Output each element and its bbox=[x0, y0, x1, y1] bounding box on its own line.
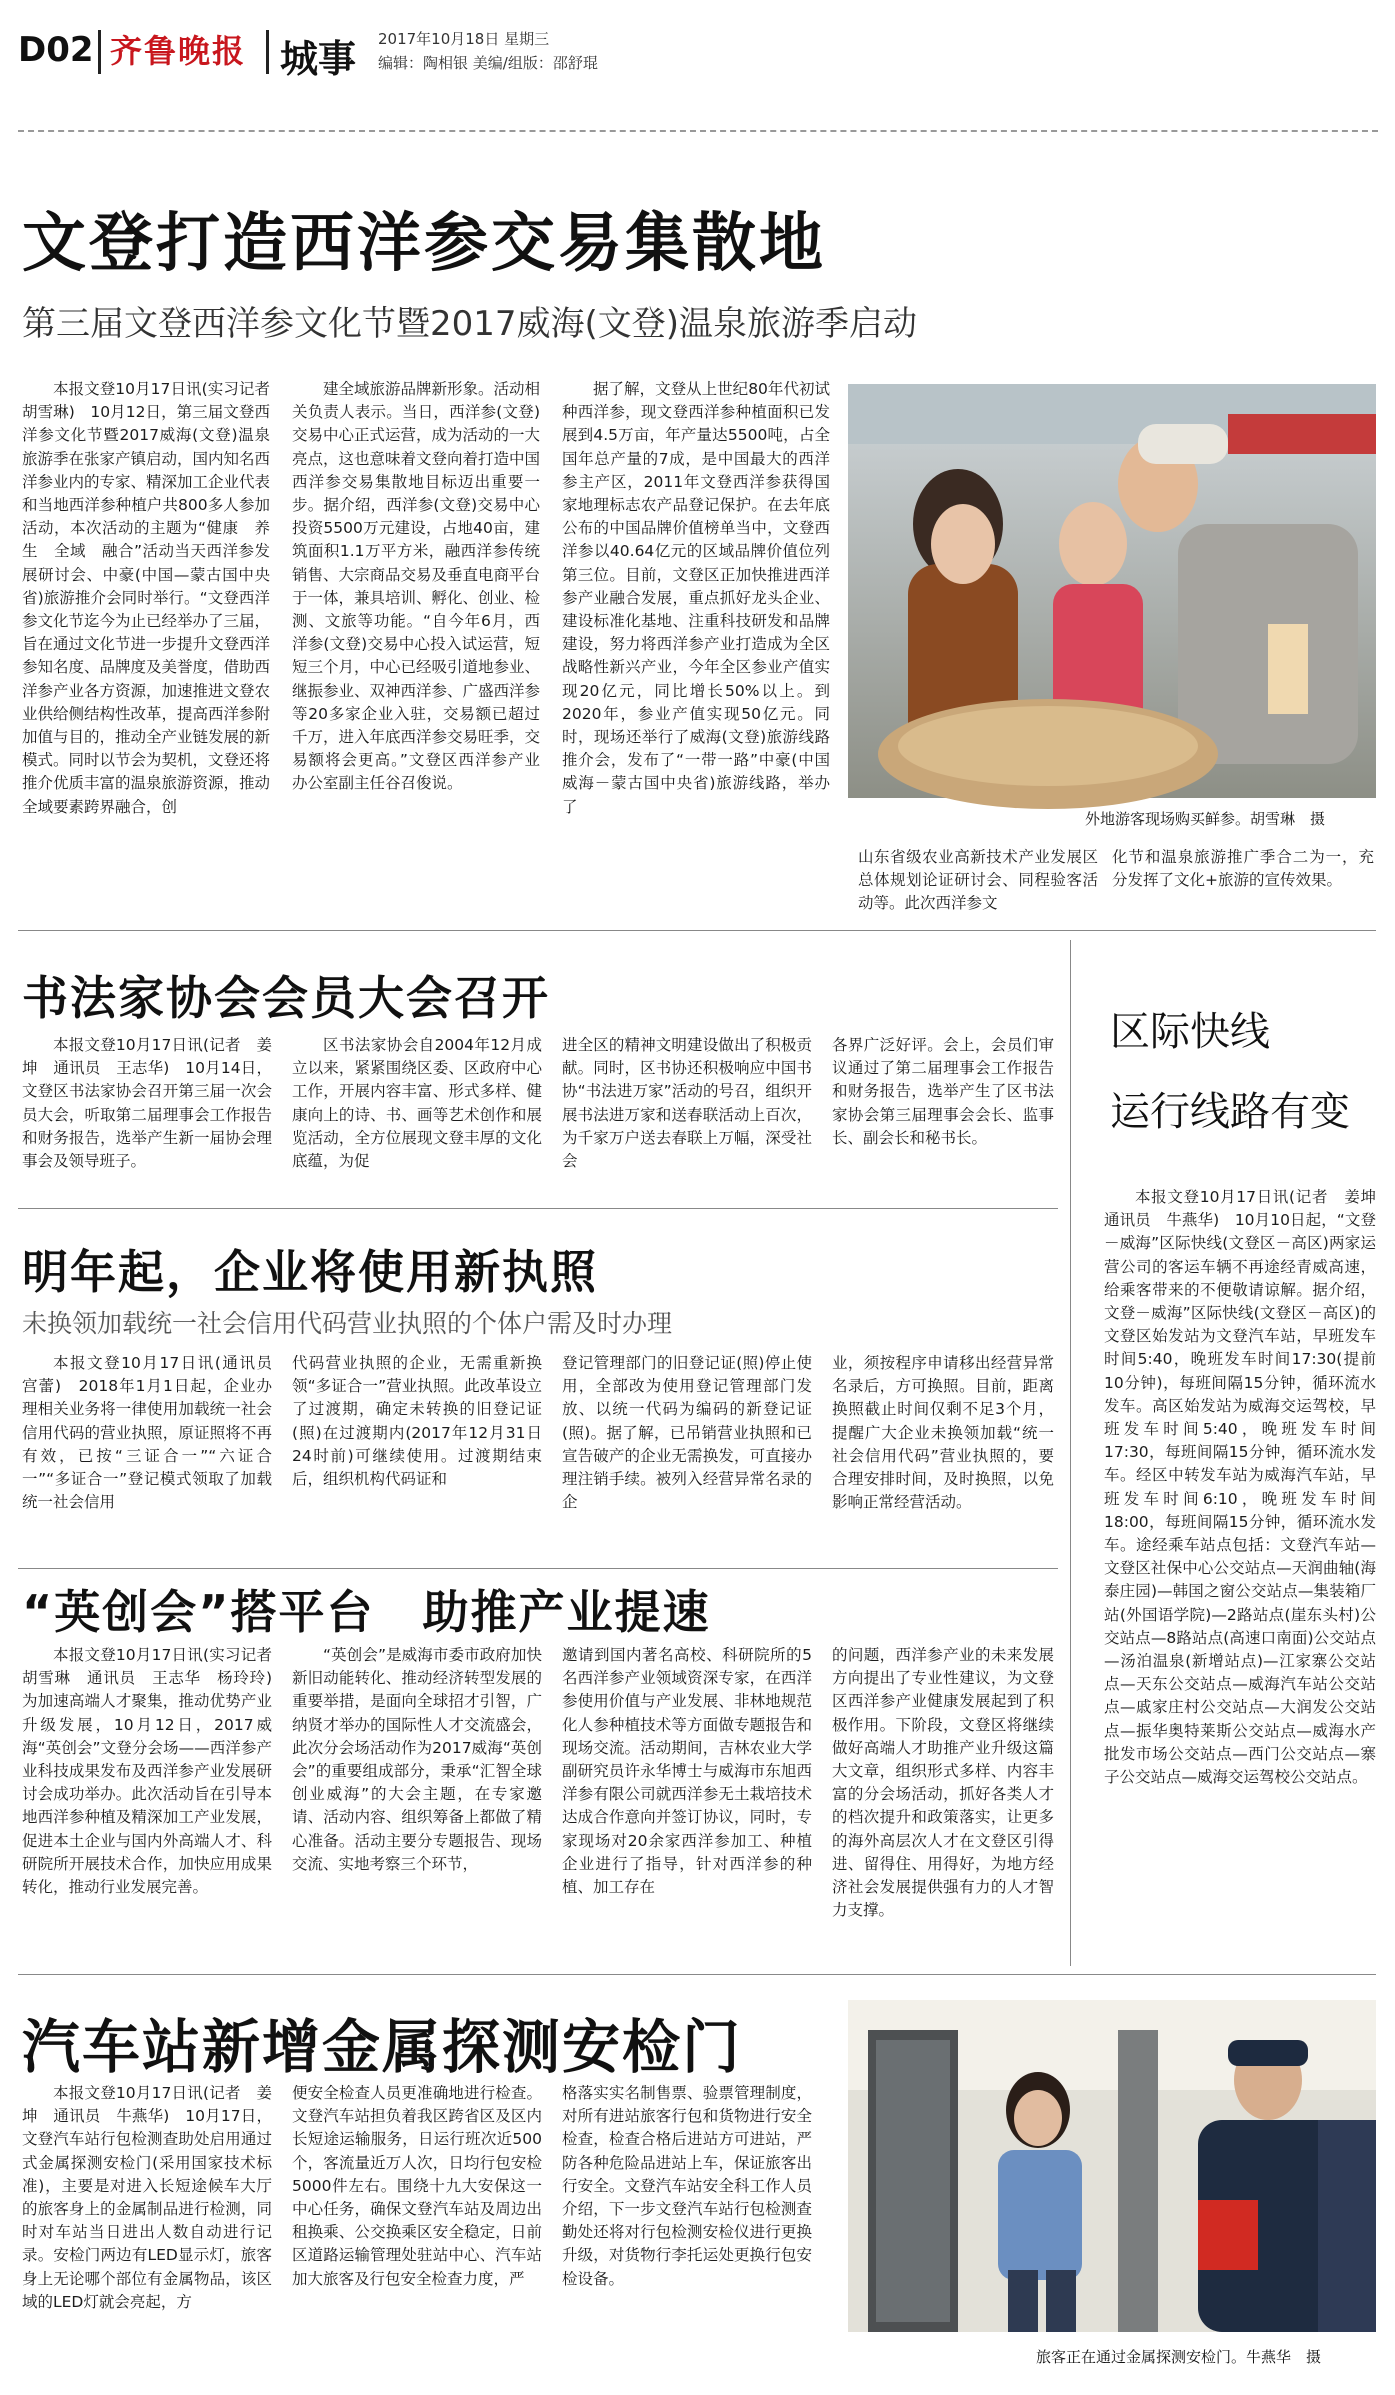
photo-ginseng-buying bbox=[848, 384, 1376, 798]
article-paragraph: 本报文登10月17日讯(记者 姜坤 通讯员 牛燕华) 10月17日，文登汽车站行包检测查助处启用通过式金属探测安检门(采用国家技术标准)，主要是对进入长短途候车大厅的旅客身上的金属制品进行检测，同时对车站当日进出人数自动进行记录。安检门两边有LED显示灯，旅客身上无论哪个部位有金属物品，该区域的LED灯就会亮起，方 bbox=[22, 2084, 272, 2311]
article-ginseng-column-4 bbox=[858, 846, 1098, 918]
article-detector-column-3 bbox=[562, 2082, 812, 2382]
article-calligraphy-column-4 bbox=[832, 1034, 1054, 1194]
article-detector-column-2 bbox=[292, 2082, 542, 2382]
article-paragraph: 便安全检查人员更准确地进行检查。文登汽车站担负着我区跨省区及区内长短途运输服务，日运行班次近500个，客流量近万人次，日均行包安检5000件左右。围绕十九大安保这一中心任务，确保文登汽车站及周边出租换乘、公交换乘区安全稳定，日前区道路运输管理处驻站中心、汽车站加大旅客及行包安全检查力度，严 bbox=[292, 2084, 542, 2288]
article-title-metal-detector: 汽车站新增金属探测安检门 bbox=[22, 2013, 743, 2081]
page-number: D02 bbox=[18, 30, 94, 70]
article-title-calligraphy: 书法家协会会员大会召开 bbox=[22, 971, 550, 1025]
article-paragraph: 本报文登10月17日讯(记者 姜坤 通讯员 王志华) 10月14日，文登区书法家协会召开第三届一次会员大会，听取第二届理事会工作报告和财务报告，选举产生新一届协会理事会及领导班子。 bbox=[22, 1036, 272, 1171]
article-talent-column-1 bbox=[22, 1644, 288, 1954]
article-license-column-2 bbox=[292, 1352, 542, 1562]
article-paragraph: 格落实实名制售票、验票管理制度，对所有进站旅客行包和货物进行安全检查，检查合格后进站方可进站，严防各种危险品进站上车，保证旅客出行安全。文登汽车站安全科工作人员介绍，下一步文登汽车站行包检测查勤处还将对行包检测安检仪进行更换升级，对货物行李托运处更换行包安检设备。 bbox=[562, 2084, 812, 2288]
article-paragraph: 代码营业执照的企业，无需重新换领“多证合一”营业执照。此改革设立了过渡期，确定未转换的旧登记证(照)在过渡期内(2017年12月31日24时前)可继续使用。过渡期结束后，组织机构代码证和 bbox=[292, 1354, 542, 1489]
article-calligraphy-column-1 bbox=[22, 1034, 272, 1194]
article-paragraph: 各界广泛好评。会上，会员们审议通过了第二届理事会工作报告和财务报告，选举产生了区书法家协会第三届理事会会长、监事长、副会长和秘书长。 bbox=[832, 1036, 1054, 1147]
section-divider bbox=[18, 1568, 1058, 1569]
article-ginseng-column-2 bbox=[292, 378, 540, 918]
header-divider bbox=[98, 30, 101, 74]
article-subtitle-ginseng: 第三届文登西洋参文化节暨2017威海(文登)温泉旅游季启动 bbox=[22, 304, 918, 344]
article-ginseng-column-5 bbox=[1112, 846, 1374, 918]
article-paragraph: 登记管理部门的旧登记证(照)停止使用，全部改为使用登记管理部门发放、以统一代码为编码的新登记证(照)。据了解，已吊销营业执照和已宣告破产的企业无需换发，可直接办理注销手续。被列入经营异常名录的企 bbox=[562, 1354, 812, 1512]
issue-date: 2017年10月18日 星期三 bbox=[378, 30, 550, 48]
article-paragraph: 的问题，西洋参产业的未来发展方向提出了专业性建议，为文登区西洋参产业健康发展起到了积极作用。下阶段，文登区将继续做好高端人才助推产业升级这篇大文章，组织形式多样、内容丰富的分会场活动，抓好各类人才的档次提升和政策落实，让更多的海外高层次人才在文登区引得进、留得住、用得好，为地方经济社会发展提供强有力的人才智力支撑。 bbox=[832, 1646, 1054, 1920]
article-paragraph: 建全域旅游品牌新形象。活动相关负责人表示。当日，西洋参(文登)交易中心正式运营，成为活动的一大亮点，这也意味着文登向着打造中国西洋参交易集散地目标迈出重要一步。据介绍，西洋参(文登)交易中心投资5500万元建设，占地40亩，建筑面积1.1万平方米，融西洋参传统销售、大宗商品交易及垂直电商平台于一体，兼具培训、孵化、创业、检测、文旅等功能。“自今年6月，西洋参(文登)交易中心投入试运营，短短三个月，中心已经吸引道地参业、继振参业、双神西洋参、广盛西洋参等20多家企业入驻，交易额已超过千万，进入年底西洋参交易旺季，交易额将会更高。”文登区西洋参产业办公室副主任谷召俊说。 bbox=[292, 380, 541, 793]
article-paragraph: 邀请到国内著名高校、科研院所的5名西洋参产业领域资深专家，在西洋参使用价值与产业发展、非林地规范化人参种植技术等方面做专题报告和现场交流。活动期间，吉林农业大学副研究员许永华博士与威海市东旭西洋参有限公司就西洋参无土栽培技术达成合作意向并签订协议，同时，专家现场对20余家西洋参加工、种植企业进行了指导，针对西洋参的种植、加工存在 bbox=[562, 1646, 812, 1897]
article-subtitle-license: 未换领加载统一社会信用代码营业执照的个体户需及时办理 bbox=[22, 1309, 673, 1338]
article-license-column-3 bbox=[562, 1352, 812, 1562]
photo-security-gate bbox=[848, 2000, 1376, 2332]
article-talent-column-3 bbox=[562, 1644, 812, 1954]
article-talent-column-4 bbox=[832, 1644, 1054, 1954]
article-paragraph: 本报文登10月17日讯(实习记者 胡雪琳 通讯员 王志华 杨玲玲) 为加速高端人才聚集，推动优势产业升级发展，10月12日，2017威海“英创会”文登分会场——西洋参产业科技成果发布及西洋参产业发展研讨会成功举办。此次活动旨在引导本地西洋参种植及精深加工产业发展，促进本土企业与国内外高端人才、科研院所开展技术合作，加快应用成果转化，推动行业发展完善。 bbox=[22, 1646, 288, 1897]
article-ginseng-column-1 bbox=[22, 378, 286, 918]
article-paragraph: 山东省级农业高新技术产业发展区总体规划论证研讨会、同程验客活动等。此次西洋参文 bbox=[858, 848, 1098, 913]
article-title-license: 明年起，企业将使用新执照 bbox=[22, 1245, 598, 1299]
article-paragraph: 化节和温泉旅游推广季合二为一，充分发挥了文化+旅游的宣传效果。 bbox=[1112, 848, 1374, 890]
header-divider bbox=[266, 30, 269, 74]
sidebar-title-line-1: 区际快线 bbox=[1110, 1009, 1270, 1055]
photo-caption-security-gate: 旅客正在通过金属探测安检门。牛燕华 摄 bbox=[1036, 2348, 1322, 2366]
sidebar-divider bbox=[1070, 940, 1072, 1966]
article-detector-column-1 bbox=[22, 2082, 272, 2382]
article-paragraph: “英创会”是威海市委市政府加快新旧动能转化、推动经济转型发展的重要举措，是面向全球招才引智，广纳贤才举办的国际性人才交流盛会，此次分会场活动作为2017威海“英创会”的重要组成部分，秉承“汇智全球创业威海”的大会主题，在专家邀请、活动内容、组织筹备上都做了精心准备。活动主要分专题报告、现场交流、实地考察三个环节， bbox=[292, 1646, 542, 1873]
newspaper-name: 齐鲁晚报 bbox=[110, 32, 247, 70]
article-license-column-4 bbox=[832, 1352, 1054, 1562]
article-paragraph: 本报文登10月17日讯(实习记者 胡雪琳) 10月12日，第三届文登西洋参文化节暨2017威海(文登)温泉旅游季在张家产镇启动，国内知名西洋参业内的专家、精深加工企业代表和当地西洋参种植户共800多人参加活动，本次活动的主题为“健康 养生 全域 融合”活动当天西洋参发展研讨会、中豪(中国—蒙古国中央省)旅游推介会同时举行。“文登西洋参文化节迄今为止已经举办了三届，旨在通过文化节进一步提升文登西洋参知名度、品牌度及美誉度，借助西洋参产业各方资源，加速推进文登农业供给侧结构性改革，提高西洋参附加值与目的，推动全产业链发展的新模式。同时以节会为契机，文登还将推介优质丰富的温泉旅游资源，推动全域要素跨界融合，创 bbox=[22, 380, 286, 816]
article-paragraph: 业，须按程序申请移出经营异常名录后，方可换照。目前，距离换照截止时间仅剩不足3个月，提醒广大企业未换领加载“统一社会信用代码”营业执照的，要合理安排时间，及时换照，以免影响正常经营活动。 bbox=[832, 1354, 1054, 1512]
article-license-column-1 bbox=[22, 1352, 288, 1562]
editor-credit: 编辑：陶相银 美编/组版：邵舒琨 bbox=[378, 54, 598, 72]
photo-illustration bbox=[848, 2000, 1376, 2332]
section-divider bbox=[18, 1974, 1376, 1975]
photo-illustration bbox=[848, 384, 1376, 798]
article-talent-column-2 bbox=[292, 1644, 542, 1954]
article-calligraphy-column-2 bbox=[292, 1034, 542, 1194]
photo-caption-ginseng: 外地游客现场购买鲜参。胡雪琳 摄 bbox=[1085, 810, 1326, 828]
article-title-ginseng: 文登打造西洋参交易集散地 bbox=[22, 207, 826, 281]
article-paragraph: 区书法家协会自2004年12月成立以来，紧紧围绕区委、区政府中心工作，开展内容丰富、形式多样、健康向上的诗、书、画等艺术创作和展览活动，全方位展现文登丰厚的文化底蕴，为促 bbox=[292, 1036, 542, 1171]
page-header bbox=[18, 10, 1378, 81]
section-divider bbox=[18, 930, 1376, 931]
section-divider bbox=[18, 1208, 1058, 1209]
article-paragraph: 本报文登10月17日讯(记者 姜坤 通讯员 牛燕华) 10月10日起，“文登－威海”区际快线(文登区－高区)两家运营公司的客运车辆不再途经青威高速，给乘客带来的不便敬请谅解。据介绍，文登－威海”区际快线(文登区－高区)的文登区始发站为文登汽车站，早班发车时间5:40，晚班发车时间17:30(提前10分钟)，每班间隔15分钟，循环流水发车。高区始发站为威海交运驾校，早班发车时间5:40，晚班发车时间17:30，每班间隔15分钟，循环流水发车。经区中转发车站为威海汽车站，早班发车时间6:10，晚班发车时间18:00，每班间隔15分钟，循环流水发车。途经乘车站点包括：文登汽车站—文登区社保中心公交站点—天润曲轴(海泰庄园)—韩国之窗公交站点—集装箱厂站(外国语学院)—2路站点(崖东头村)公交站点—8路站点(高速口南面)公交站点—汤泊温泉(新增站点)—江家寨公交站点—天东公交站点—威海汽车站公交站点—戚家庄村公交站点—大润发公交站点—振华奥特莱斯公交站点—威海水产批发市场公交站点—西门公交站点—寨子公交站点—威海交运驾校公交站点。 bbox=[1104, 1188, 1392, 1787]
sidebar-title-line-2: 运行线路有变 bbox=[1110, 1089, 1350, 1135]
section-name: 城事 bbox=[280, 37, 357, 81]
header-rule bbox=[18, 130, 1378, 132]
article-paragraph: 进全区的精神文明建设做出了积极贡献。同时，区书协还积极响应中国书协“书法进万家”活动的号召，组织开展书法进万家和送春联活动上百次，为千家万户送去春联上万幅，深受社会 bbox=[562, 1036, 812, 1171]
sidebar-article-body bbox=[1104, 1186, 1392, 1964]
article-title-talent: “英创会”搭平台 助推产业提速 bbox=[22, 1585, 711, 1639]
article-calligraphy-column-3 bbox=[562, 1034, 812, 1194]
article-paragraph: 本报文登10月17日讯(通讯员 宫蕾) 2018年1月1日起，企业办理相关业务将一律使用加载统一社会信用代码的营业执照，原证照将不再有效，已按“三证合一”“六证合一”“多证合一”登记模式领取了加载统一社会信用 bbox=[22, 1354, 288, 1512]
article-ginseng-column-3 bbox=[562, 378, 830, 918]
article-paragraph: 据了解，文登从上世纪80年代初试种西洋参，现文登西洋参种植面积已发展到4.5万亩，年产量达5500吨，占全国年总产量的7成，是中国最大的西洋参主产区，2011年文登西洋参获得国家地理标志农产品登记保护。在去年底公布的中国品牌价值榜单当中，文登西洋参以40.64亿元的区域品牌价值位列第三位。目前，文登区正加快推进西洋参产业融合发展，重点抓好龙头企业、建设标准化基地、注重科技研发和品牌建设，努力将西洋参产业打造成为全区战略性新兴产业，今年全区参业产值实现20亿元，同比增长50%以上。到2020年，参业产值实现50亿元。同时，现场还举行了威海(文登)旅游线路推介会，发布了“一带一路”中豪(中国威海－蒙古国中央省)旅游线路，举办了 bbox=[562, 380, 830, 816]
